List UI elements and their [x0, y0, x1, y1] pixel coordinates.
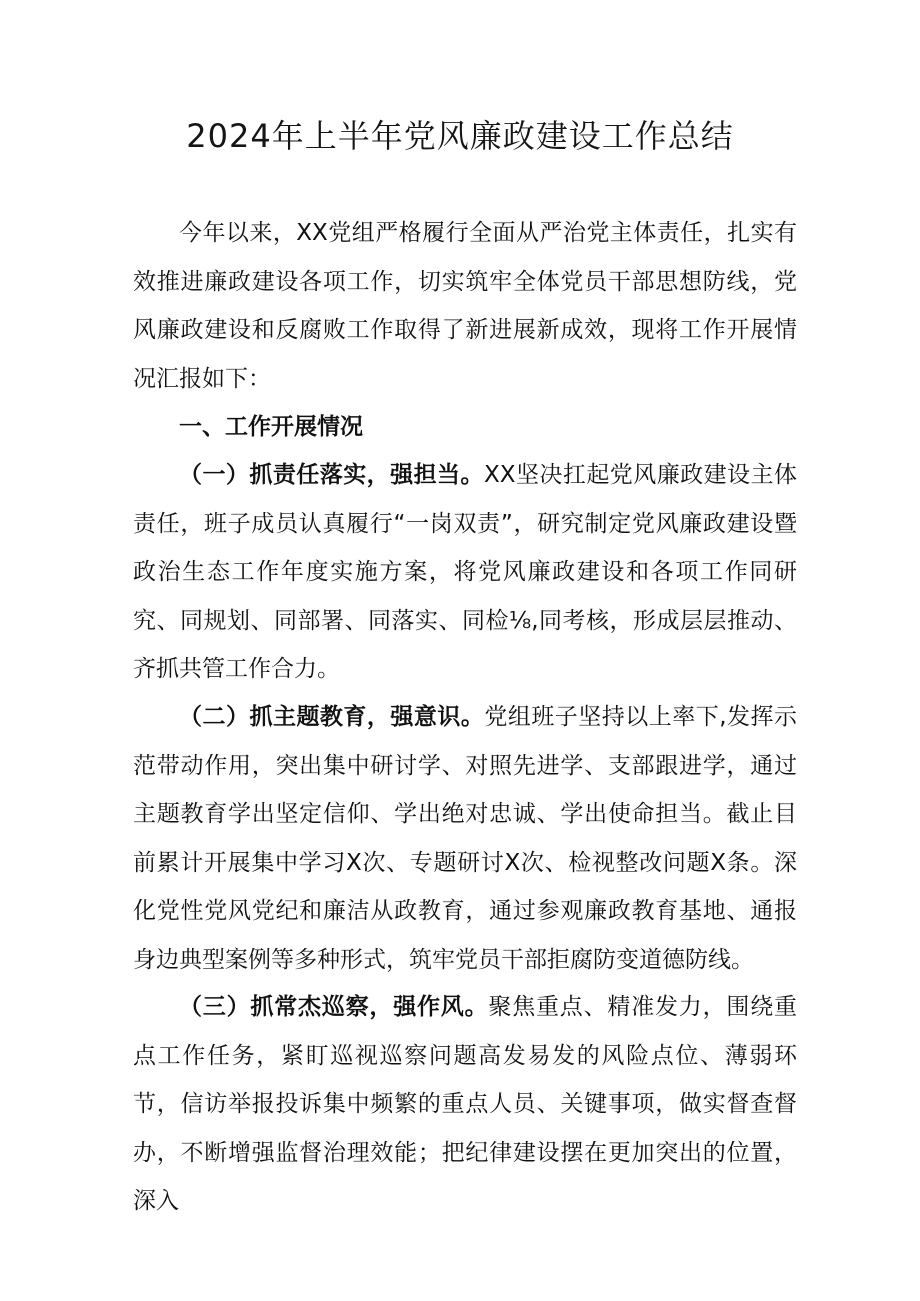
item-body: 党组班子坚持以上率下,发挥示范带动作用，突出集中研讨学、对照先进学、支部跟进学，通过主题教育学出坚定信仰、学出绝对忠诚、学出使命担当。截止目前累计开展集中学习X次、专题研讨X次、检视整改问题X条。深化党性党风党纪和廉洁从政教育，通过参观廉政教育基地、通报身边典型案例等多种形式，筑牢党员干部拒腐防变道德防线。 [133, 704, 797, 973]
item-lead: （一）抓责任落实，强担当。 [179, 462, 484, 488]
item-paragraph [133, 693, 797, 984]
item-paragraph [133, 451, 797, 694]
intro-paragraph: 今年以来，XX党组严格履行全面从严治党主体责任，扎实有效推进廉政建设各项工作，切实筑牢全体党员干部思想防线，党风廉政建设和反腐败工作取得了新进展新成效，现将工作开展情况汇报如下： [133, 220, 797, 392]
item-body: 聚焦重点、精准发力，围绕重点工作任务，紧盯巡视巡察问题高发易发的风险点位、薄弱环节，信访举报投诉集中频繁的重点人员、关键事项，做实督查督办，不断增强监督治理效能；把纪律建设摆在更加突出的位置，深入 [133, 994, 798, 1214]
item-body: XX坚决扛起党风廉政建设主体责任，班子成员认真履行“一岗双责”，研究制定党风廉政建设暨政治生态工作年度实施方案，将党风廉政建设和各项工作同研究、同规划、同部署、同落实、同检⅛,同考核，形成层层推动、齐抓共管工作合力。 [133, 462, 798, 682]
item-lead: （二）抓主题教育，强意识。 [179, 704, 485, 730]
section-heading: 一、工作开展情况 [179, 414, 363, 440]
document-title: 2024年上半年党风廉政建设工作总结 [186, 117, 734, 155]
item-lead: （三）抓常杰巡察，强作风。 [179, 994, 489, 1020]
item-paragraph [133, 983, 797, 1226]
